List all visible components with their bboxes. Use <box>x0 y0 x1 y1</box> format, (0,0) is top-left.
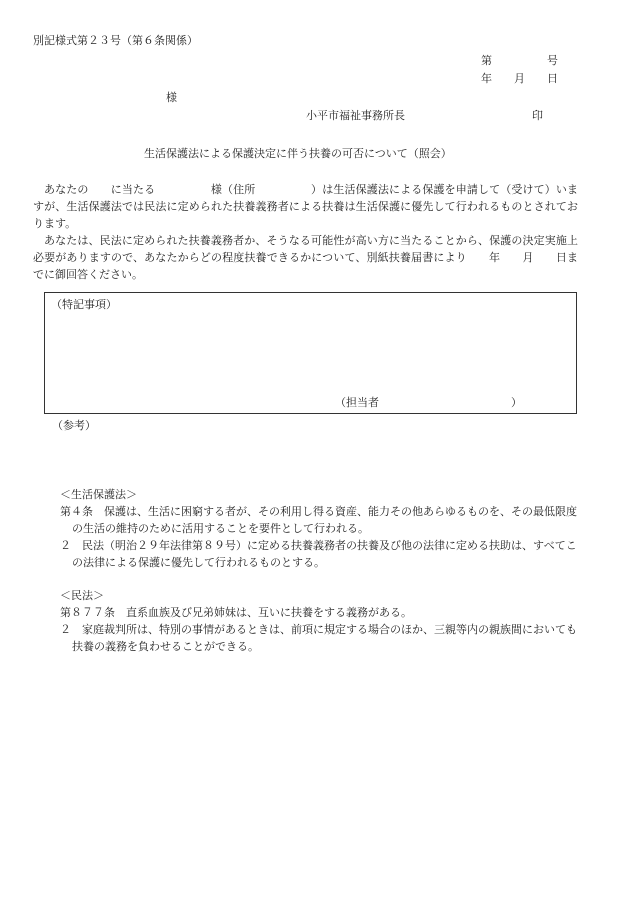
addressee: 様 <box>166 91 177 104</box>
date-line: 年 月 日 <box>481 72 558 85</box>
body-text <box>33 181 578 283</box>
seal: 印 <box>532 109 543 122</box>
law-article: 第８７７条 直系血族及び兄弟姉妹は、互いに扶養をする義務がある。 <box>60 606 412 619</box>
law-heading: ＜生活保護法＞ <box>60 488 137 501</box>
body-paragraph: あなたの に当たる 様（住所 ）は生活保護法による保護を申請して（受けて）いますが、生活保護法では民法に定められた扶養義務者による扶養は生活保護に優先して行われるものとされております。 <box>33 183 578 230</box>
person-in-charge: （担当者 ） <box>335 396 522 409</box>
document-title: 生活保護法による保護決定に伴う扶養の可否について（照会） <box>144 147 452 160</box>
law-article: ２ 家庭裁判所は、特別の事情があるときは、前項に規定する場合のほか、三親等内の親族間においても扶養の義務を負わせることができる。 <box>60 623 577 653</box>
law-heading: ＜民法＞ <box>60 589 104 602</box>
law-article: 第４条 保護は、生活に困窮する者が、その利用し得る資産、能力その他あらゆるものを、その最低限度の生活の維持のために活用することを要件として行われる。 <box>60 505 577 535</box>
body-paragraph: あなたは、民法に定められた扶養義務者か、そうなる可能性が高い方に当たることから、保護の決定実施上必要がありますので、あなたからどの程度扶養できるかについて、別紙扶養届書により 年 月 日までに御回答ください。 <box>33 234 578 281</box>
number-line: 第 号 <box>481 54 558 67</box>
form-id: 別記様式第２３号（第６条関係） <box>33 34 198 47</box>
law-references <box>60 486 580 655</box>
law-article: ２ 民法（明治２９年法律第８９号）に定める扶養義務者の扶養及び他の法律に定める扶助は、すべてこの法律による保護に優先して行われるものとする。 <box>60 539 577 569</box>
special-notes-label: （特記事項） <box>51 298 117 311</box>
reference-label: （参考） <box>52 419 96 432</box>
sender: 小平市福祉事務所長 <box>306 109 405 122</box>
special-notes-box <box>44 292 577 414</box>
